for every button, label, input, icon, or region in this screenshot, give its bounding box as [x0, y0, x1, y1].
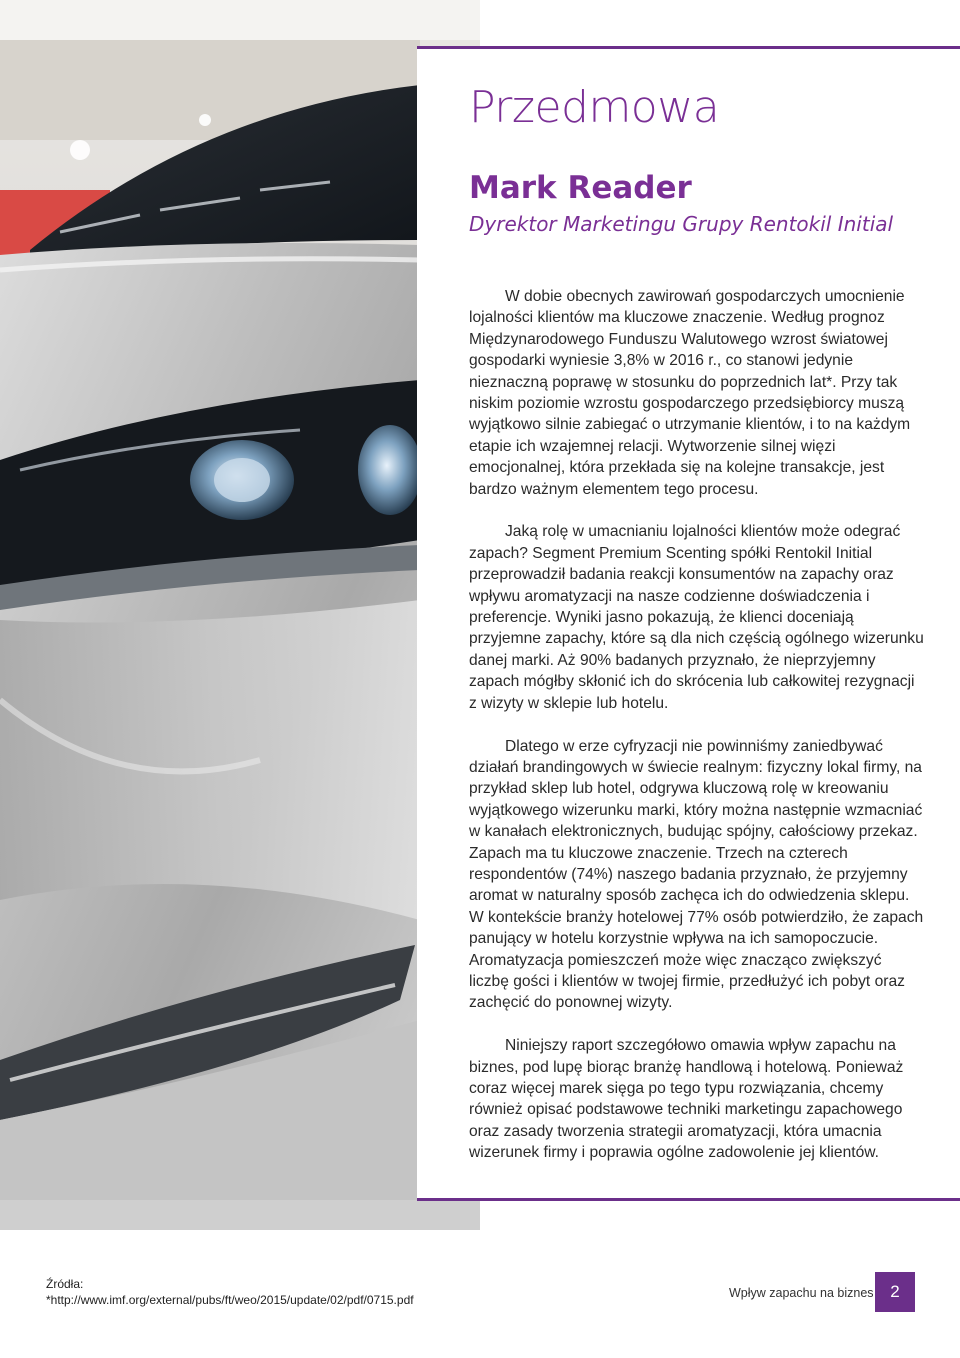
page-number-badge	[875, 1272, 915, 1312]
sources-note	[46, 1276, 414, 1308]
body-text	[469, 286, 924, 1185]
page-number: 2	[890, 1282, 900, 1301]
page-title: Przedmowa	[469, 82, 720, 133]
sources-link[interactable]: *http://www.imf.org/external/pubs/ft/weo/2015/update/02/pdf/0715.pdf	[46, 1293, 414, 1307]
paragraph: Dlatego w erze cyfryzacji nie powinniśmy zaniedbywać działań brandingowych w świecie realnym: fizyczny lokal firmy, na przykład sklep lub hotel, odgrywa kluczową rolę w kreowaniu wyjątkowego wizerunku marki, który można następnie wzmacniać w kanałach elektronicznych, budując spójny, całościowy przekaz. Zapach ma tu kluczowe znaczenie. Trzech na czterech respondentów (74%) naszego badania przyznało, że przyjemny aromat w naturalny sposób zachęca ich do odwiedzenia sklepu. W kontekście branży hotelowej 77% osób potwierdziło, że zapach panujący w hotelu korzystnie wpływa na ich samopoczucie. Aromatyzacja pomieszczeń może więc znacząco zwiększyć liczbę gości i klientów w twojej firmie, przedłużyć ich pobyt oraz zachęcić do ponownej wizyty.	[469, 737, 924, 1012]
author-role: Dyrektor Marketingu Grupy Rentokil Initial	[469, 212, 894, 236]
publication-title: Wpływ zapachu na biznes	[729, 1286, 874, 1300]
sources-label: Źródła:	[46, 1277, 84, 1291]
author-name: Mark Reader	[469, 170, 692, 206]
paragraph: W dobie obecnych zawirowań gospodarczych umocnienie lojalności klientów ma kluczowe znaczenie. Według prognoz Międzynarodowego Funduszu Walutowego wzrost światowej gospodarki wyniesie 3,8% w 2016 r., co stanowi jedynie nieznaczną poprawę w stosunku do poprzednich lat*. Przy tak niskim poziomie wzrostu gospodarczego przedsiębiorcy muszą wyjątkowo silnie zabiegać o utrzymanie klientów, i to na każdym etapie ich wzajemnej relacji. Wytworzenie silnej więzi emocjonalnej, która przekłada się na kolejne transakcje, jest bardzo ważnym elementem tego procesu.	[469, 288, 911, 498]
paragraph: Niniejszy raport szczegółowo omawia wpływ zapachu na biznes, pod lupę biorąc branżę handlową i hotelową. Ponieważ coraz więcej marek sięga po tego typu rozwiązania, chcemy również opisać podstawowe techniki marketingu zapachowego oraz zasady tworzenia strategii aromatyzacji, która umacnia wizerunek firmy i poprawia ogólne zadowolenie jej klientów.	[469, 1037, 904, 1162]
paragraph: Jaką rolę w umacnianiu lojalności klientów może odegrać zapach? Segment Premium Scenting spółki Rentokil Initial przeprowadził badania reakcji konsumentów na zapachy oraz wpływu aromatyzacji na nasze codzienne doświadczenia i preferencje. Wyniki jasno pokazują, że klienci doceniają przyjemne zapachy, które są dla nich częścią ogólnego wizerunku danej marki. Aż 90% badanych przyznało, że nieprzyjemny zapach mógłby skłonić ich do skrócenia lub całkowitej rezygnacji z wizyty w sklepie lub hotelu.	[469, 523, 924, 712]
